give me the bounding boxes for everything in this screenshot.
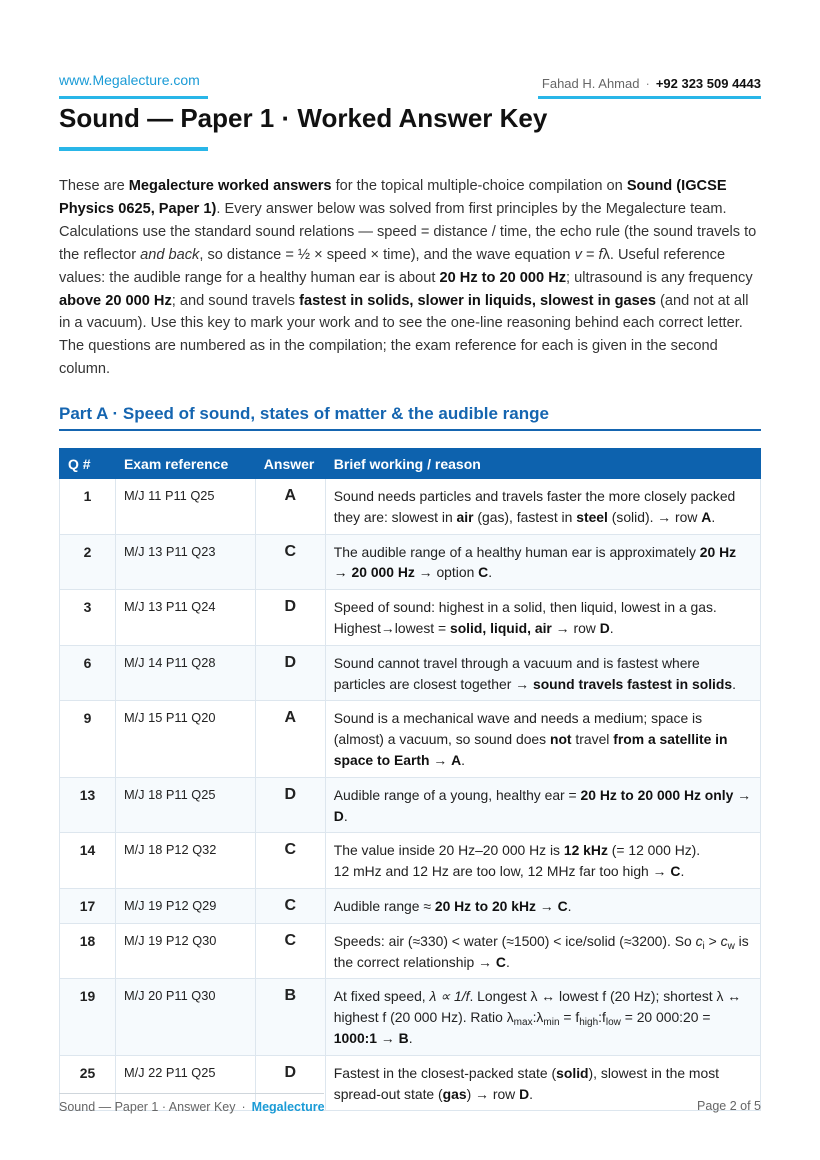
table-row [60, 888, 761, 923]
table-row [60, 534, 761, 590]
exam-reference: M/J 15 P11 Q20 [115, 701, 255, 777]
intro-paragraph: These are Megalecture worked answers for the topical multiple-choice compilation on Sound (IGCSE Physics 0625, Paper 1). Every answer below was solved from first principles by the Megalecture team. Calculations use the standard sound relations — speed = distance / time, the echo rule (the sound travels to the reflector and back, so distance = ½ × speed × time), and the wave equation v = fλ. Useful reference values: the audible range for a healthy human ear is about 20 Hz to 20 000 Hz; ultrasound is any frequency above 20 000 Hz; and sound travels fastest in solids, slower in liquids, slowest in gases (and not at all in a vacuum). Use this key to mark your work and to see the one-line reasoning behind each correct letter. The questions are numbered as in the compilation; the exam reference for each is given in the second column. [59, 178, 757, 378]
answer-letter: C [255, 888, 325, 923]
answer-letter: C [255, 833, 325, 889]
reason-text: Speeds: air (≈330) < water (≈1500) < ice/solid (≈3200). So $c_i > c_w$ is the correct relationship → C. [325, 923, 760, 979]
question-number: 6 [60, 645, 116, 701]
exam-reference: M/J 19 P12 Q30 [115, 923, 255, 979]
exam-reference: M/J 20 P11 Q30 [115, 979, 255, 1055]
question-number: 14 [60, 833, 116, 889]
question-number: 19 [60, 979, 116, 1055]
header-separator: · [645, 76, 650, 91]
table-row [60, 833, 761, 889]
table-row [60, 701, 761, 777]
answer-letter: D [255, 645, 325, 701]
column-header-question: Q # [60, 449, 116, 479]
part-a-heading: Part A · Speed of sound, states of matter & the audible range [59, 404, 549, 423]
question-number: 25 [60, 1055, 116, 1111]
reason-text: Sound is a mechanical wave and needs a medium; space is (almost) a vacuum, so sound does not travel from a satellite in space to Earth → A. [325, 701, 760, 777]
table-row [60, 777, 761, 833]
reason-text: At fixed speed, λ ∝ 1/f. Longest λ ↔ lowest f (20 Hz); shortest λ ↔ highest f (20 000 Hz). Ratio $\lambda_{max}:\lambda_{min}$ = $f_{high}:f_{low} = 20$ 000:20 = 1000:1 → B. [325, 979, 760, 1055]
question-number: 3 [60, 590, 116, 646]
table-header-row [60, 449, 761, 479]
question-number: 13 [60, 777, 116, 833]
reason-text: Sound cannot travel through a vacuum and is fastest where particles are closest together → sound travels fastest in solids. [325, 645, 760, 701]
exam-reference: M/J 13 P11 Q23 [115, 534, 255, 590]
page-title: Sound — Paper 1 · Worked Answer Key [59, 103, 548, 133]
table-row [60, 590, 761, 646]
answer-letter: D [255, 1055, 325, 1111]
question-number: 9 [60, 701, 116, 777]
answer-letter: A [255, 701, 325, 777]
answer-letter: B [255, 979, 325, 1055]
table-row [60, 923, 761, 979]
exam-reference: M/J 18 P11 Q25 [115, 777, 255, 833]
exam-reference: M/J 11 P11 Q25 [115, 479, 255, 535]
reason-text: Fastest in the closest-packed state (solid), slowest in the most spread-out state (gas) → row D. [325, 1055, 760, 1111]
question-number: 2 [60, 534, 116, 590]
reason-text: Speed of sound: highest in a solid, then liquid, lowest in a gas. Highest→lowest = solid, liquid, air → row D. [325, 590, 760, 646]
column-header-answer: Answer [255, 449, 325, 479]
question-number: 18 [60, 923, 116, 979]
answer-letter: A [255, 479, 325, 535]
site-link-underline [59, 96, 208, 99]
exam-reference: M/J 19 P12 Q29 [115, 888, 255, 923]
reason-text: Audible range of a young, healthy ear = 20 Hz to 20 000 Hz only → D. [325, 777, 760, 833]
table-row [60, 645, 761, 701]
author-phone: +92 323 509 4443 [655, 76, 761, 91]
footer-separator: · [241, 1100, 246, 1114]
column-header-reason: Brief working / reason [325, 449, 760, 479]
part-a-underline [59, 429, 761, 431]
exam-reference: M/J 13 P11 Q24 [115, 590, 255, 646]
table-row [60, 479, 761, 535]
reason-text: Audible range ≈ 20 Hz to 20 kHz → C. [325, 888, 760, 923]
footer-brand: Megalecture [251, 1100, 325, 1114]
column-header-reference: Exam reference [115, 449, 255, 479]
exam-reference: M/J 22 P11 Q25 [115, 1055, 255, 1111]
page-number: Page 2 of 5 [697, 1099, 761, 1113]
question-number: 1 [60, 479, 116, 535]
reason-text: The value inside 20 Hz–20 000 Hz is 12 kHz (= 12 000 Hz). 12 mHz and 12 Hz are too low, 12 MHz far too high → C. [325, 833, 760, 889]
author-underline [538, 96, 761, 99]
site-link[interactable]: www.Megalecture.com [59, 72, 200, 88]
reason-text: The audible range of a healthy human ear is approximately 20 Hz → 20 000 Hz → option C. [325, 534, 760, 590]
author-contact [542, 76, 761, 91]
footer-document-label [59, 1100, 325, 1114]
exam-reference: M/J 14 P11 Q28 [115, 645, 255, 701]
question-number: 17 [60, 888, 116, 923]
answer-letter: D [255, 590, 325, 646]
title-underline [59, 147, 208, 151]
reason-text: Sound needs particles and travels faster the more closely packed they are: slowest in air (gas), fastest in steel (solid). → row A. [325, 479, 760, 535]
answer-letter: C [255, 534, 325, 590]
author-name: Fahad H. Ahmad [541, 76, 640, 91]
answer-letter: C [255, 923, 325, 979]
answer-letter: D [255, 777, 325, 833]
footer-title: Sound — Paper 1 · Answer Key [59, 1100, 236, 1114]
exam-reference: M/J 18 P12 Q32 [115, 833, 255, 889]
table-row [60, 979, 761, 1055]
footer-rule [59, 1093, 324, 1094]
answer-table [59, 448, 761, 1111]
